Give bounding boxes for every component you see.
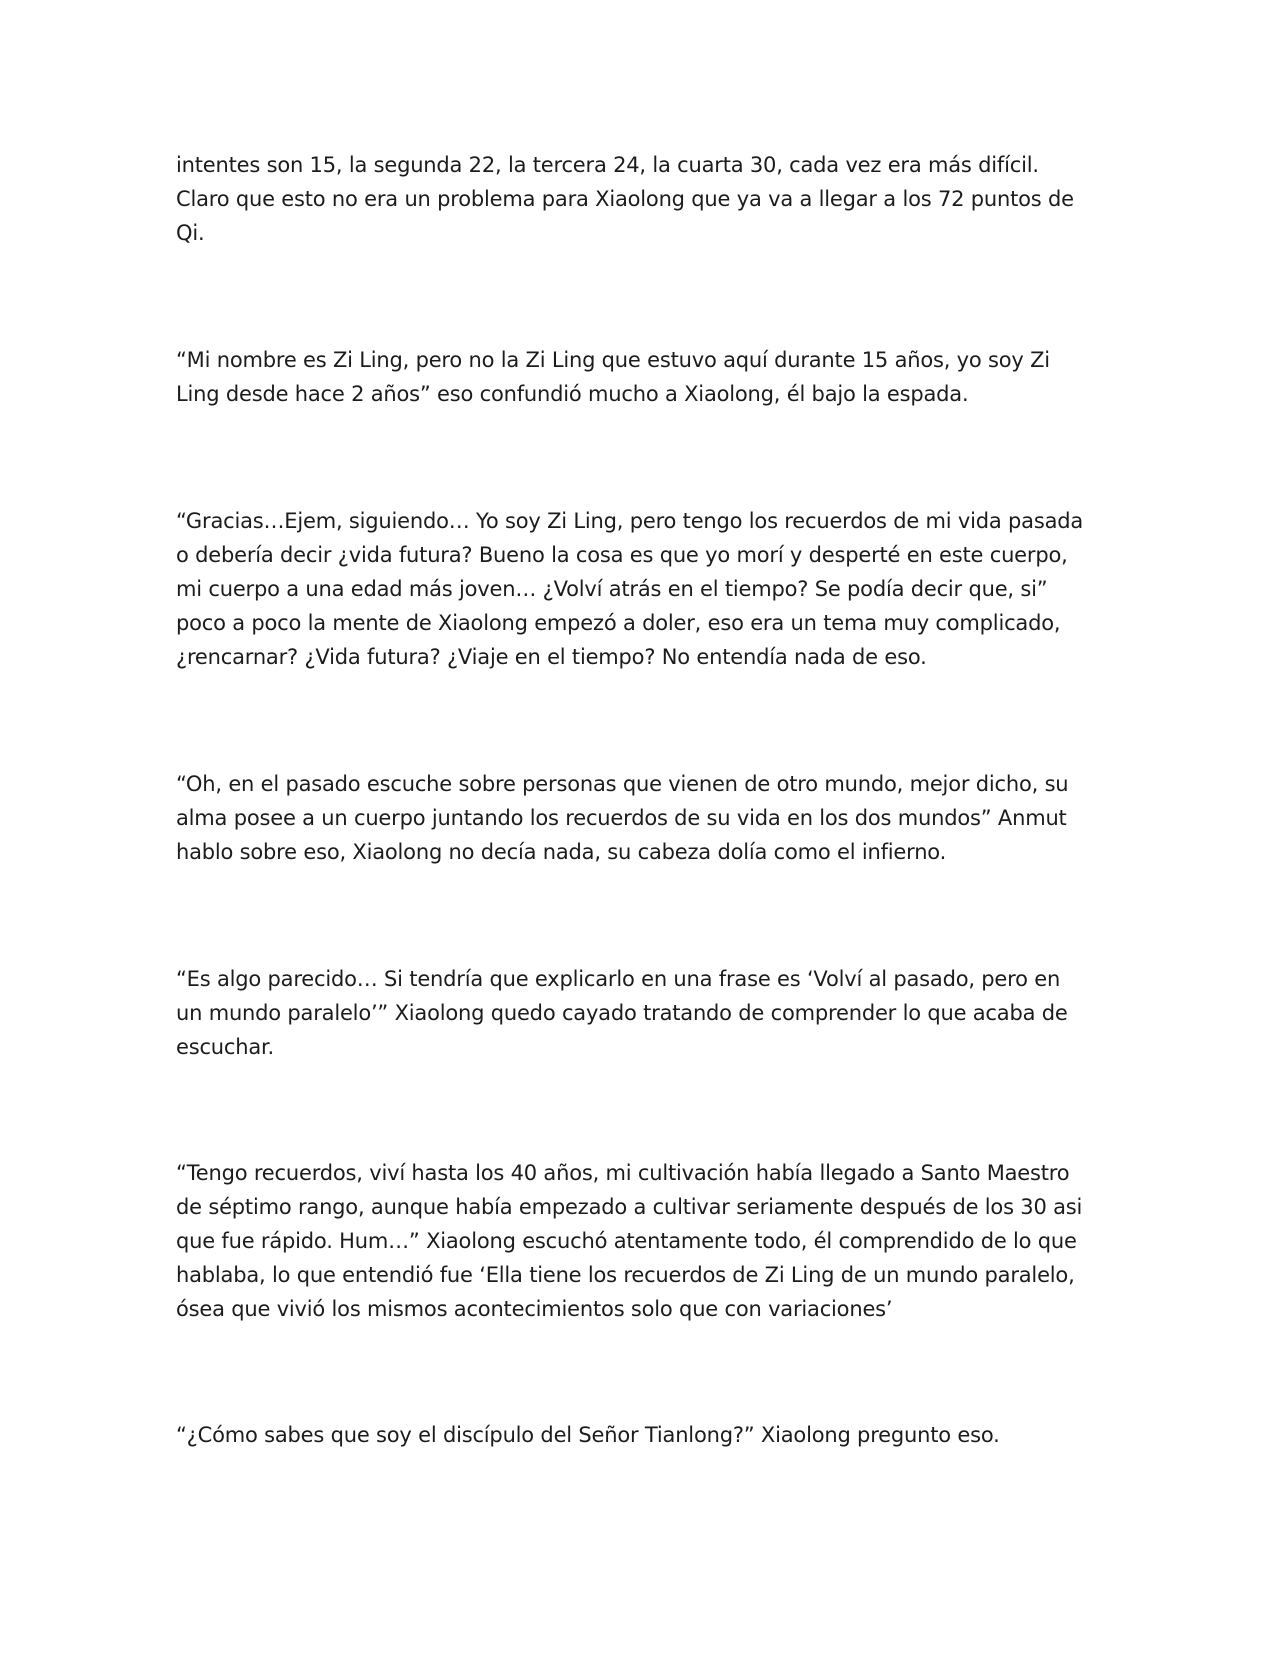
text-line: Claro que esto no era un problema para Xiaolong que ya va a llegar a los 72 puntos de <box>176 187 1074 211</box>
paragraph-2 <box>176 343 1092 411</box>
text-line: “Oh, en el pasado escuche sobre personas que vienen de otro mundo, mejor dicho, su <box>176 772 1069 796</box>
text-line: ¿rencarnar? ¿Vida futura? ¿Viaje en el tiempo? No entendía nada de eso. <box>176 645 927 669</box>
text-line: “Tengo recuerdos, viví hasta los 40 años, mi cultivación había llegado a Santo Maestro <box>176 1161 1070 1185</box>
text-line: intentes son 15, la segunda 22, la tercera 24, la cuarta 30, cada vez era más difícil. <box>176 153 1039 177</box>
text-line: “Mi nombre es Zi Ling, pero no la Zi Ling que estuvo aquí durante 15 años, yo soy Zi <box>176 348 1050 372</box>
text-line: de séptimo rango, aunque había empezado a cultivar seriamente después de los 30 asi <box>176 1195 1083 1219</box>
paragraph-4 <box>176 767 1092 869</box>
text-line: hablo sobre eso, Xiaolong no decía nada, su cabeza dolía como el infierno. <box>176 840 947 864</box>
paragraph-3 <box>176 504 1092 674</box>
text-line: Ling desde hace 2 años” eso confundió mucho a Xiaolong, él bajo la espada. <box>176 382 969 406</box>
text-line: “¿Cómo sabes que soy el discípulo del Señor Tianlong?” Xiaolong pregunto eso. <box>176 1423 1000 1447</box>
paragraph-7 <box>176 1418 1092 1452</box>
text-line: hablaba, lo que entendió fue ‘Ella tiene los recuerdos de Zi Ling de un mundo paralelo, <box>176 1263 1075 1287</box>
text-line: Qi. <box>176 221 205 245</box>
text-line: “Es algo parecido… Si tendría que explicarlo en una frase es ‘Volví al pasado, pero en <box>176 967 1061 991</box>
text-line: o debería decir ¿vida futura? Bueno la cosa es que yo morí y desperté en este cuerpo, <box>176 543 1068 567</box>
text-line: mi cuerpo a una edad más joven… ¿Volví atrás en el tiempo? Se podía decir que, si” <box>176 577 1048 601</box>
text-line: poco a poco la mente de Xiaolong empezó a doler, eso era un tema muy complicado, <box>176 611 1061 635</box>
text-line: “Gracias…Ejem, siguiendo… Yo soy Zi Ling, pero tengo los recuerdos de mi vida pasada <box>176 509 1084 533</box>
paragraph-1 <box>176 148 1092 250</box>
text-line: un mundo paralelo’” Xiaolong quedo cayado tratando de comprender lo que acaba de <box>176 1001 1068 1025</box>
text-line: escuchar. <box>176 1035 275 1059</box>
text-line: alma posee a un cuerpo juntando los recuerdos de su vida en los dos mundos” Anmut <box>176 806 1067 830</box>
paragraph-6 <box>176 1156 1092 1326</box>
text-line: ósea que vivió los mismos acontecimientos solo que con variaciones’ <box>176 1297 893 1321</box>
paragraph-5 <box>176 962 1092 1064</box>
text-line: que fue rápido. Hum…” Xiaolong escuchó atentamente todo, él comprendido de lo que <box>176 1229 1077 1253</box>
